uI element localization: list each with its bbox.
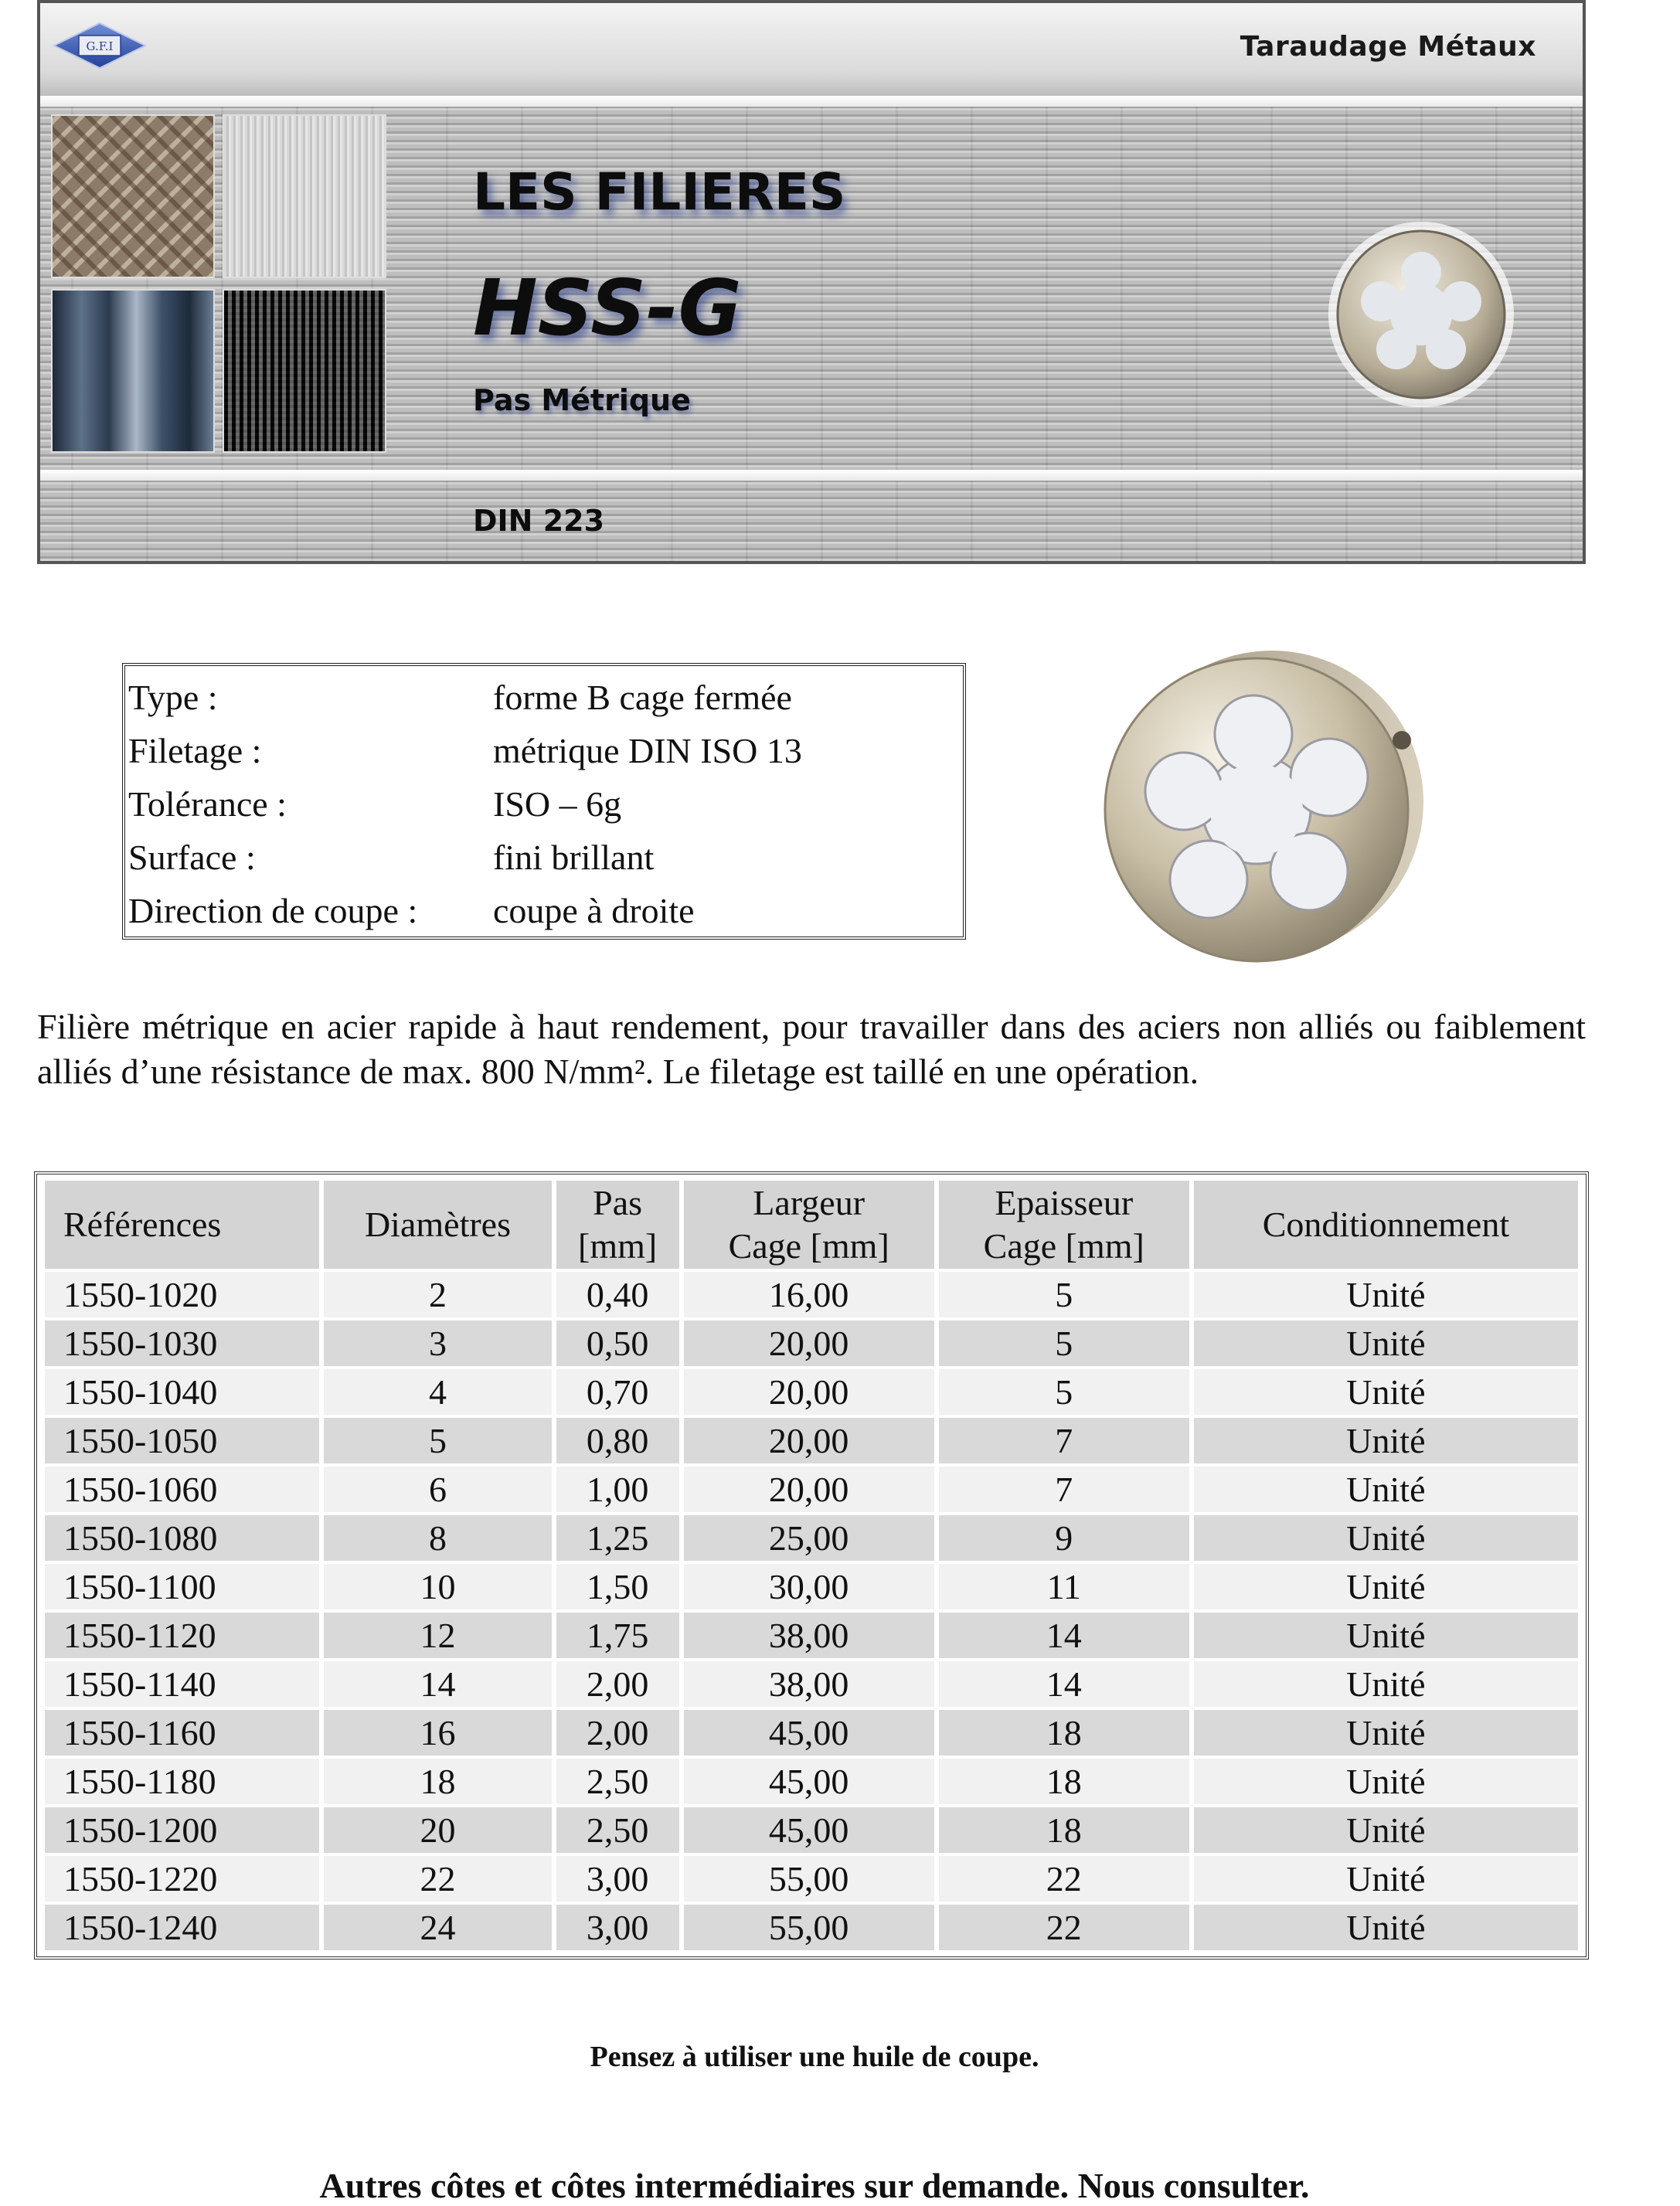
table-row	[45, 1905, 1578, 1950]
table-row	[45, 1807, 1578, 1853]
gfi-logo	[49, 20, 150, 71]
spec-label: Surface :	[128, 838, 256, 877]
cell-cage-thickness: 22	[939, 1905, 1189, 1950]
cell-diameters: 22	[324, 1856, 551, 1902]
spec-value: fini brillant	[493, 838, 655, 877]
cell-references: 1550-1200	[45, 1807, 319, 1853]
cell-cage-thickness: 18	[939, 1807, 1189, 1853]
cell-cage-thickness: 9	[939, 1515, 1189, 1561]
cell-cage-thickness: 7	[939, 1418, 1189, 1463]
spec-row	[128, 671, 960, 724]
header-text: Cage [mm]	[728, 1226, 889, 1266]
header-text: Diamètres	[364, 1205, 511, 1244]
cell-pitch: 2,50	[556, 1807, 679, 1853]
table-row	[45, 1564, 1578, 1609]
cell-cage-width: 20,00	[684, 1369, 934, 1415]
header-col-pitch	[556, 1181, 679, 1269]
cell-references: 1550-1100	[45, 1564, 319, 1609]
cell-pitch: 0,70	[556, 1369, 679, 1415]
product-name: HSS-G	[473, 263, 742, 353]
die-icon	[1325, 218, 1518, 411]
header-col-references	[45, 1181, 319, 1269]
cell-references: 1550-1180	[45, 1759, 319, 1804]
cell-references: 1550-1140	[45, 1661, 319, 1707]
cell-references: 1550-1160	[45, 1710, 319, 1756]
banner-title: LES FILIERES	[473, 162, 846, 222]
cell-pitch: 2,00	[556, 1661, 679, 1707]
spec-label: Tolérance :	[128, 784, 287, 824]
header-text: Largeur	[753, 1183, 866, 1222]
cell-packaging: Unité	[1194, 1807, 1578, 1853]
cell-diameters: 12	[324, 1613, 551, 1658]
header-col-packaging	[1194, 1181, 1578, 1269]
header-col-cage-width	[684, 1181, 934, 1269]
cell-references: 1550-1220	[45, 1856, 319, 1902]
spec-row	[128, 777, 960, 831]
table-row	[45, 1710, 1578, 1756]
table-row	[45, 1321, 1578, 1366]
header-col-cage-thickness	[939, 1181, 1189, 1269]
standard-label: DIN 223	[473, 504, 605, 538]
table-row	[45, 1467, 1578, 1512]
header-text: Conditionnement	[1262, 1205, 1510, 1244]
product-description: Filière métrique en acier rapide à haut rendement, pour travailler dans des aciers non alliés ou faiblement alliés d’une résistance de max. 800 N/mm². Le filetage est taillé en une opération.	[37, 1007, 1586, 1091]
spec-value: ISO – 6g	[493, 784, 622, 824]
cell-pitch: 2,00	[556, 1710, 679, 1756]
cell-references: 1550-1020	[45, 1272, 319, 1317]
cell-cage-thickness: 7	[939, 1467, 1189, 1512]
footer-note: Autres côtes et côtes intermédiaires sur demande. Nous consulter.	[319, 2166, 1310, 2205]
die-product-image	[1093, 648, 1433, 964]
cell-packaging: Unité	[1194, 1272, 1578, 1317]
spec-row	[128, 724, 960, 777]
cell-packaging: Unité	[1194, 1710, 1578, 1756]
cell-pitch: 3,00	[556, 1856, 679, 1902]
cell-references: 1550-1240	[45, 1905, 319, 1950]
cell-cage-width: 38,00	[684, 1613, 934, 1658]
cell-diameters: 16	[324, 1710, 551, 1756]
cell-diameters: 6	[324, 1467, 551, 1512]
cell-cage-thickness: 5	[939, 1272, 1189, 1317]
cell-diameters: 5	[324, 1418, 551, 1463]
cell-cage-width: 20,00	[684, 1321, 934, 1366]
table-row	[45, 1272, 1578, 1317]
product-table	[34, 1171, 1589, 1960]
cell-diameters: 24	[324, 1905, 551, 1950]
cell-packaging: Unité	[1194, 1613, 1578, 1658]
cell-pitch: 1,00	[556, 1467, 679, 1512]
cell-references: 1550-1050	[45, 1418, 319, 1463]
cell-cage-thickness: 14	[939, 1613, 1189, 1658]
cell-cage-width: 16,00	[684, 1272, 934, 1317]
banner-divider	[40, 96, 1583, 107]
header-col-diameters	[324, 1181, 551, 1269]
table-row	[45, 1418, 1578, 1463]
texture-woven-mesh	[223, 289, 386, 453]
cell-references: 1550-1080	[45, 1515, 319, 1561]
cell-cage-thickness: 11	[939, 1564, 1189, 1609]
cell-cage-width: 25,00	[684, 1515, 934, 1561]
cell-references: 1550-1040	[45, 1369, 319, 1415]
cell-diameters: 2	[324, 1272, 551, 1317]
table-row	[45, 1856, 1578, 1902]
cell-cage-thickness: 14	[939, 1661, 1189, 1707]
cell-cage-width: 55,00	[684, 1856, 934, 1902]
spec-label: Direction de coupe :	[128, 891, 418, 930]
cell-pitch: 1,25	[556, 1515, 679, 1561]
cell-packaging: Unité	[1194, 1321, 1578, 1366]
header-text: [mm]	[578, 1226, 658, 1266]
banner-subtitle: Pas Métrique	[473, 383, 691, 417]
cell-pitch: 0,40	[556, 1272, 679, 1317]
header-text: Références	[63, 1205, 222, 1244]
table-header-row	[45, 1181, 1578, 1269]
cell-pitch: 3,00	[556, 1905, 679, 1950]
header-banner	[37, 0, 1586, 564]
cell-references: 1550-1030	[45, 1321, 319, 1366]
table-row	[45, 1369, 1578, 1415]
spec-row	[128, 831, 960, 884]
cell-pitch: 1,75	[556, 1613, 679, 1658]
texture-diamond-plate	[51, 114, 215, 278]
cell-cage-thickness: 5	[939, 1369, 1189, 1415]
cell-packaging: Unité	[1194, 1661, 1578, 1707]
cell-diameters: 10	[324, 1564, 551, 1609]
cell-cage-width: 38,00	[684, 1661, 934, 1707]
texture-polished-metal	[51, 289, 215, 453]
cell-cage-width: 20,00	[684, 1467, 934, 1512]
spec-value: coupe à droite	[493, 891, 695, 930]
table-row	[45, 1613, 1578, 1658]
cell-references: 1550-1120	[45, 1613, 319, 1658]
header-text: Epaisseur	[995, 1183, 1134, 1222]
spec-label: Type :	[128, 678, 218, 717]
table-row	[45, 1515, 1578, 1561]
cell-cage-width: 45,00	[684, 1759, 934, 1804]
spec-row	[128, 884, 960, 937]
cell-cage-thickness: 18	[939, 1759, 1189, 1804]
cell-diameters: 3	[324, 1321, 551, 1366]
cell-packaging: Unité	[1194, 1369, 1578, 1415]
cell-cage-width: 30,00	[684, 1564, 934, 1609]
banner-tagline: Taraudage Métaux	[1240, 31, 1536, 63]
cell-packaging: Unité	[1194, 1564, 1578, 1609]
table-row	[45, 1759, 1578, 1804]
cell-references: 1550-1060	[45, 1467, 319, 1512]
cell-cage-thickness: 18	[939, 1710, 1189, 1756]
svg-text:G.F.I: G.F.I	[86, 39, 114, 53]
cell-packaging: Unité	[1194, 1856, 1578, 1902]
cell-pitch: 0,80	[556, 1418, 679, 1463]
cell-diameters: 4	[324, 1369, 551, 1415]
banner-divider	[40, 470, 1583, 481]
header-text: Cage [mm]	[983, 1226, 1144, 1266]
cell-cage-thickness: 22	[939, 1856, 1189, 1902]
cell-pitch: 1,50	[556, 1564, 679, 1609]
cell-cage-width: 45,00	[684, 1807, 934, 1853]
cell-cage-width: 45,00	[684, 1710, 934, 1756]
cell-diameters: 18	[324, 1759, 551, 1804]
spec-value: forme B cage fermée	[493, 678, 792, 717]
cell-diameters: 8	[324, 1515, 551, 1561]
cell-pitch: 0,50	[556, 1321, 679, 1366]
cell-pitch: 2,50	[556, 1759, 679, 1804]
header-text: Pas	[593, 1183, 643, 1222]
cell-packaging: Unité	[1194, 1515, 1578, 1561]
cell-packaging: Unité	[1194, 1905, 1578, 1950]
spec-value: métrique DIN ISO 13	[493, 731, 802, 770]
cell-cage-thickness: 5	[939, 1321, 1189, 1366]
table-row	[45, 1661, 1578, 1707]
cutting-oil-note: Pensez à utiliser une huile de coupe.	[590, 2041, 1039, 2073]
specifications-box	[122, 663, 966, 940]
cell-packaging: Unité	[1194, 1418, 1578, 1463]
cell-packaging: Unité	[1194, 1467, 1578, 1512]
cell-cage-width: 55,00	[684, 1905, 934, 1950]
texture-brushed-steel	[223, 114, 386, 278]
cell-diameters: 14	[324, 1661, 551, 1707]
spec-label: Filetage :	[128, 731, 262, 770]
cell-packaging: Unité	[1194, 1759, 1578, 1804]
cell-diameters: 20	[324, 1807, 551, 1853]
cell-cage-width: 20,00	[684, 1418, 934, 1463]
